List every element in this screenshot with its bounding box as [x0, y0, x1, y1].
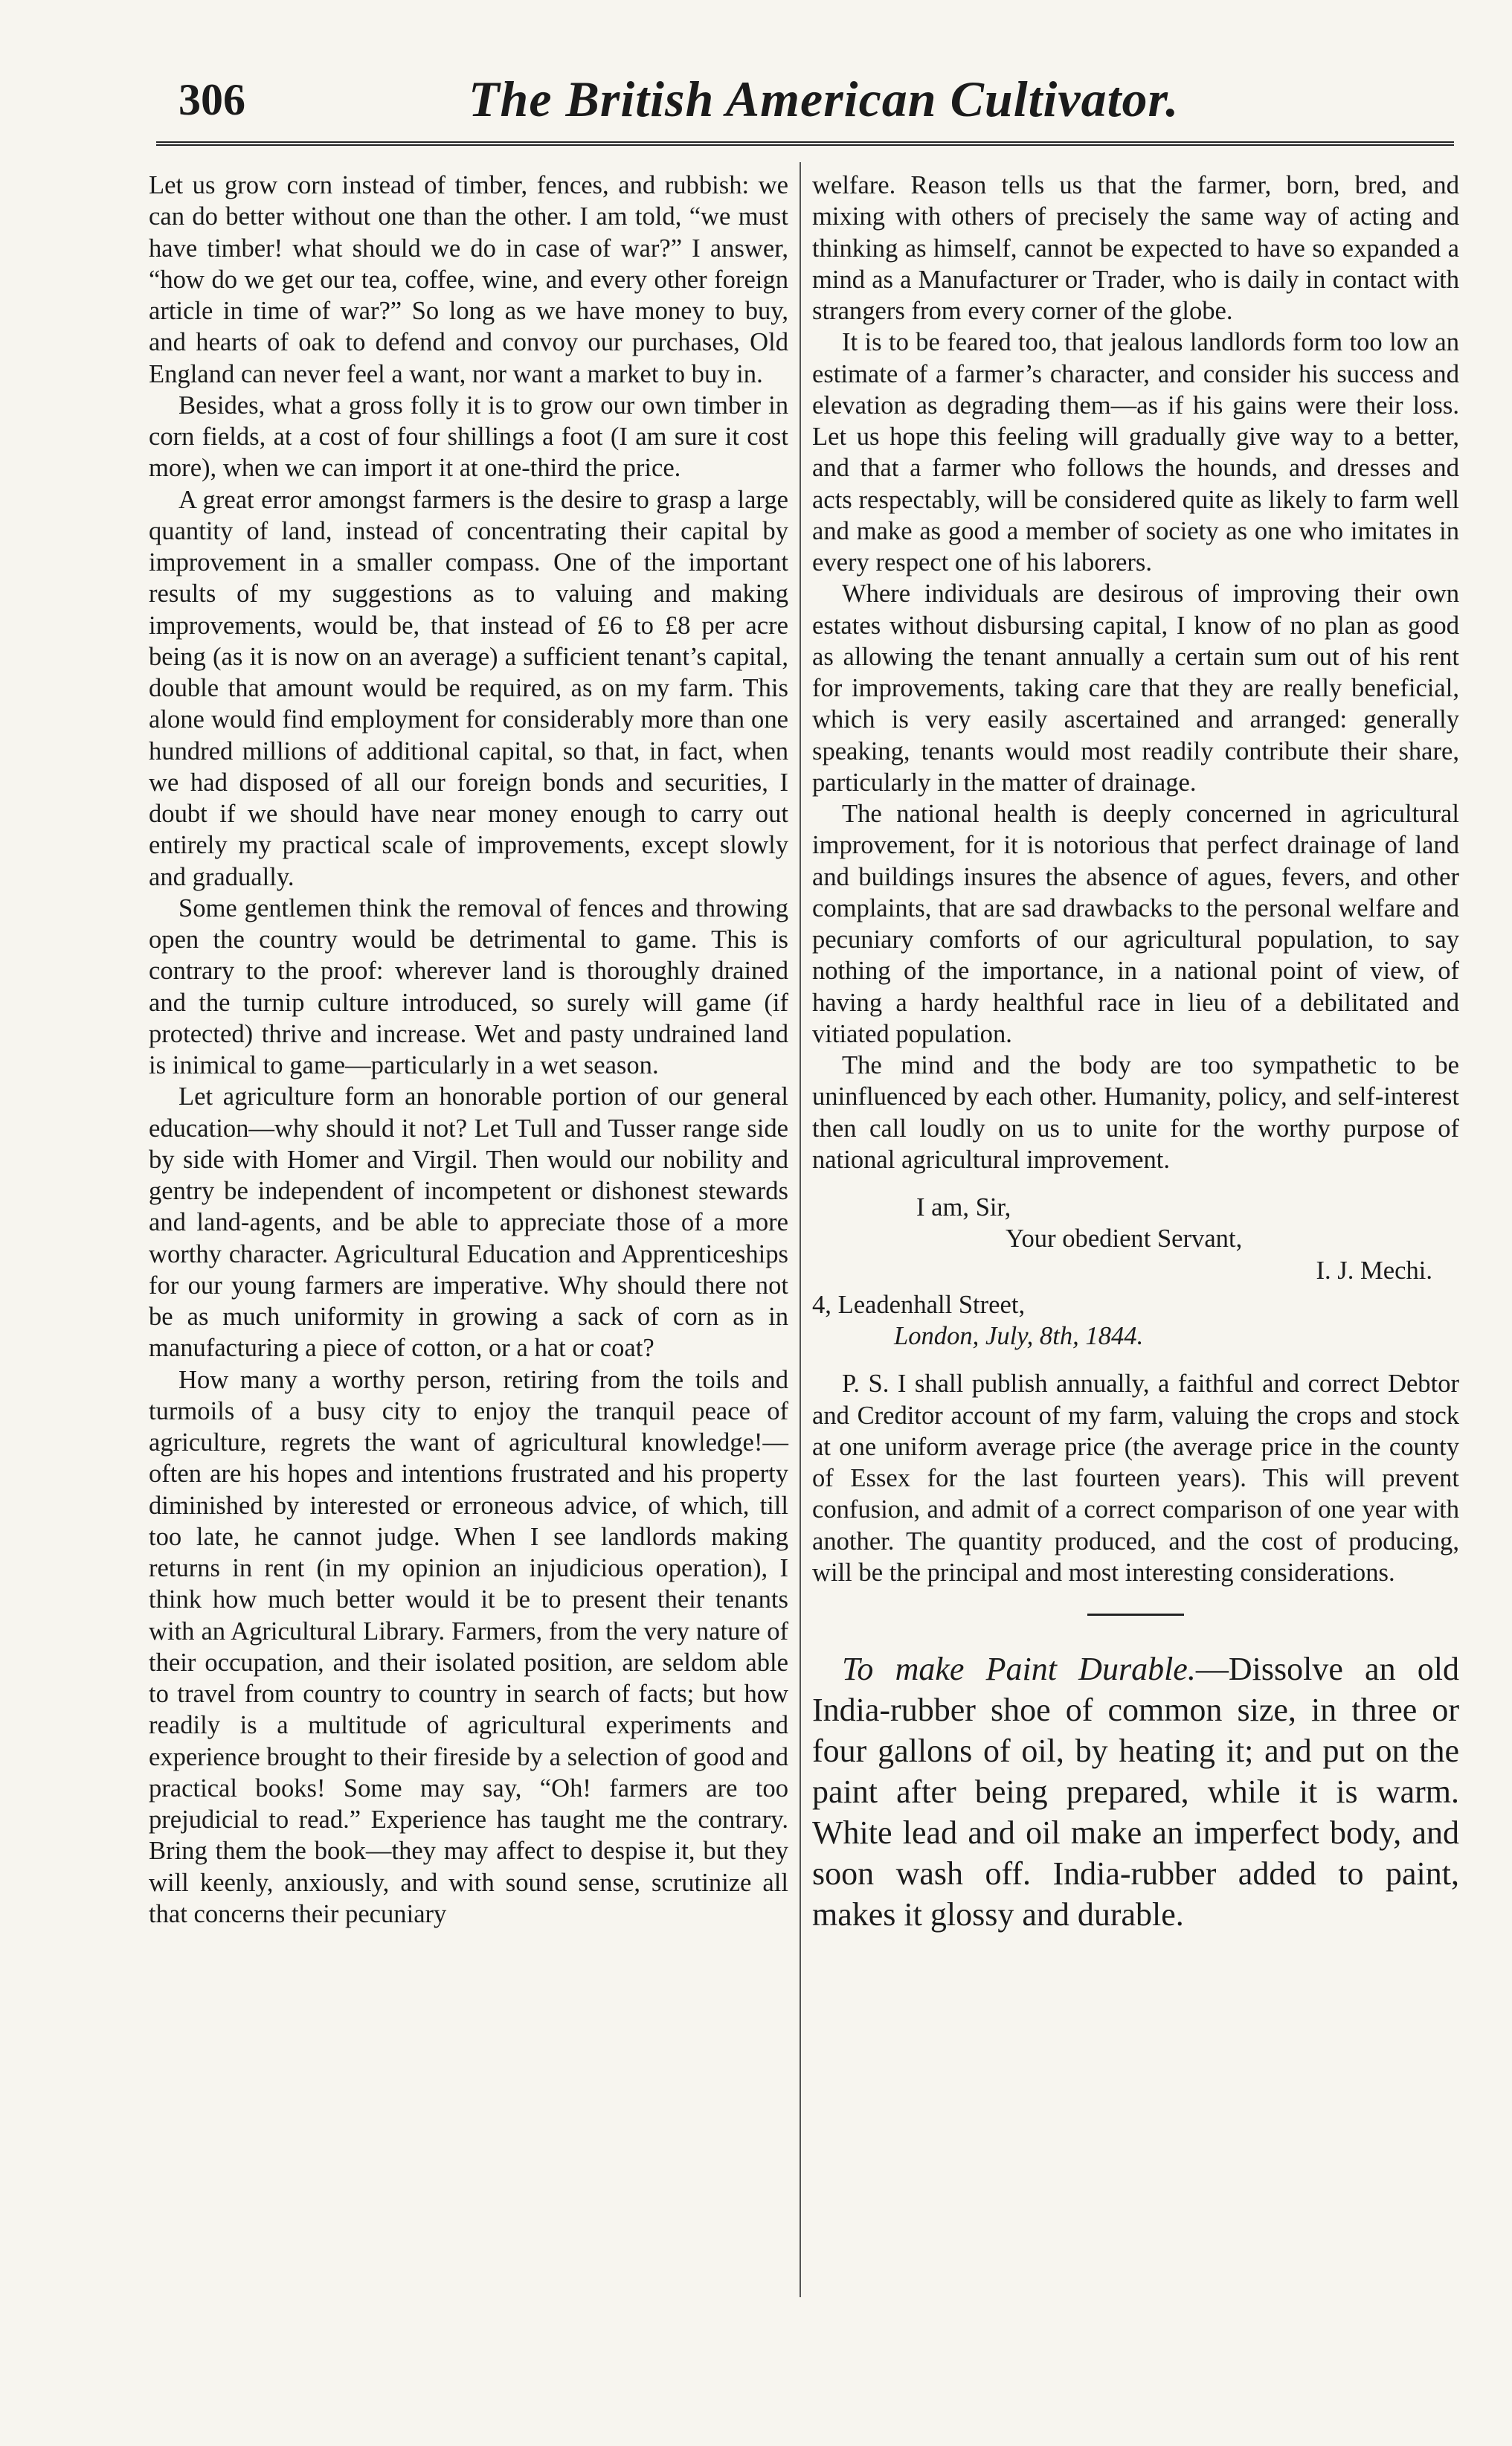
left-paragraph-4: Some gentlemen think the removal of fences and throwing open the country would be detrimental to game. This is contrary to the proof: wherever land is thoroughly drained and the turnip culture introduced, so surely will game (if protected) thrive and increase. Wet and pasty undrained land is inimical to game—particularly in a wet season.: [149, 893, 788, 1079]
header-rule: [156, 141, 1454, 146]
journal-title: The British American Cultivator.: [469, 71, 1180, 127]
recipe-text: —Dissolve an old India-rubber shoe of common size, in three or four gallons of oil, by heating it; and put on the paint after being prepared, while it is warm. White lead and oil make an imperfect body, and soon wash off. India-rubber added to paint, makes it glossy and durable.: [812, 1651, 1459, 1933]
signature-date: London, July, 8th, 1844.: [894, 1322, 1144, 1350]
left-paragraph-3: A great error amongst farmers is the desire to grasp a large quantity of land, instead of concentrating their capital by improvement in a smaller compass. One of the important results of my suggestions as to valuing and making improvements, would be, that instead of £6 to £8 per acre being (as it is now on an average) a sufficient tenant’s capital, double that amount would be required, as on my farm. This alone would find employment for considerably more than one hundred millions of additional capital, so that, in fact, when we had disposed of all our foreign bonds and securities, I doubt if we should have near money enough to carry out entirely my practical scale of improvements, except slowly and gradually.: [149, 485, 788, 891]
right-paragraph-1: welfare. Reason tells us that the farmer, born, bred, and mixing with others of precisely the same way of acting and thinking as himself, cannot be expected to have so expanded a mind as a Manufacturer or Trader, who is daily in contact with strangers from every corner of the globe.: [812, 171, 1459, 325]
left-paragraph-2: Besides, what a gross folly it is to grow our own timber in corn fields, at a cost of four shillings a foot (I am sure it cost more), when we can import it at one-third the price.: [149, 391, 788, 483]
signature-name: I. J. Mechi.: [1316, 1256, 1432, 1285]
right-paragraph-3: Where individuals are desirous of improving their own estates without disbursing capital, I know of no plan as good as allowing the tenant annually a certain sum out of his rent for improvements, taking care that they are really beneficial, which is very easily ascertained and arranged: generally speaking, tenants would most readily contribute their share, particularly in the matter of drainage.: [812, 580, 1459, 797]
right-paragraph-5: The mind and the body are too sympathetic to be uninfluenced by each other. Humanity, policy, and self-interest then call loudly on us to unite for the worthy purpose of national agricultural improvement.: [812, 1051, 1459, 1174]
signature-address: 4, Leadenhall Street,: [812, 1290, 1026, 1319]
signature-closing: Your obedient Servant,: [1006, 1224, 1243, 1254]
left-paragraph-6: How many a worthy person, retiring from the toils and turmoils of a busy city to enjoy the tranquil peace of agriculture, regrets the want of agricultural knowledge!—often are his hopes and intentions frustrated and his property diminished by interested or erroneous advice, of which, till too late, he cannot judge. When I see landlords making returns in rent (in my opinion an injudicious operation), I think how much better would it be to present their tenants with an Agricultural Library. Farmers, from the very nature of their occupation, and their isolated position, are seldom able to travel from country to country in search of facts; but how readily is a multitude of agricultural experiments and experience brought to their fireside by a selection of good and practical books! Some may say, “Oh! farmers are too prejudicial to read.” Experience has taught me the contrary. Bring them the book—they may affect to despise it, but they will keenly, anxiously, and with sound sense, scrutinize all that concerns their pecuniary: [149, 1365, 788, 1928]
signature-salutation: I am, Sir,: [916, 1193, 1011, 1222]
left-column: [149, 170, 788, 1930]
postscript: P. S. I shall publish annually, a faithful and correct Debtor and Creditor account of my farm, valuing the crops and stock at one uniform average price (the average price in the county of Essex for the last fourteen years). This will prevent confusion, and admit of a correct comparison of one year with another. The quantity produced, and the cost of producing, will be the principal and most interesting considerations.: [812, 1370, 1459, 1587]
page-number: 306: [178, 75, 245, 124]
section-separator: [1087, 1614, 1184, 1616]
recipe-paragraph: [812, 1649, 1459, 1935]
left-paragraph-5: Let agriculture form an honorable portion of our general education—why should it not? Let Tull and Tusser range side by side with Homer and Virgil. Then would our nobility and gentry be independent of incompetent or dishonest stewards and land-agents, and be able to appreciate those of a more worthy character. Agricultural Education and Apprenticeships for our young farmers are imperative. Why should there not be as much uniformity in growing a sack of corn as in manufacturing a piece of cotton, or a hat or coat?: [149, 1082, 788, 1363]
column-divider: [800, 162, 801, 2297]
right-paragraph-4: The national health is deeply concerned in agricultural improvement, for it is notorious that perfect drainage of land and buildings insures the absence of agues, fevers, and other complaints, that are sad drawbacks to the personal welfare and pecuniary comforts of our agricultural population, to say nothing of the importance, in a national point of view, of having a hardy healthful race in lieu of a debilitated and vitiated population.: [812, 800, 1459, 1048]
page-header: [156, 65, 1443, 132]
right-column: [812, 170, 1459, 1935]
left-paragraph-1: Let us grow corn instead of timber, fences, and rubbish: we can do better without one than the other. I am told, “we must have timber! what should we do in case of war?” I answer, “how do we get our tea, coffee, wine, and every other foreign article in time of war?” So long as we have money to buy, and hearts of oak to defend and convoy our purchases, Old England can never feel a want, nor want a market to buy in.: [149, 171, 788, 388]
right-paragraph-2: It is to be feared too, that jealous landlords form too low an estimate of a farmer’s character, and consider his success and elevation as degrading them—as if his gains were their loss. Let us hope this feeling will gradually give way to a better, and that a farmer who follows the hounds, and dresses and acts respectably, will be considered quite as likely to farm well and make as good a member of society as one who imitates in every respect one of his laborers.: [812, 328, 1459, 577]
recipe-title: To make Paint Durable.: [842, 1651, 1196, 1687]
